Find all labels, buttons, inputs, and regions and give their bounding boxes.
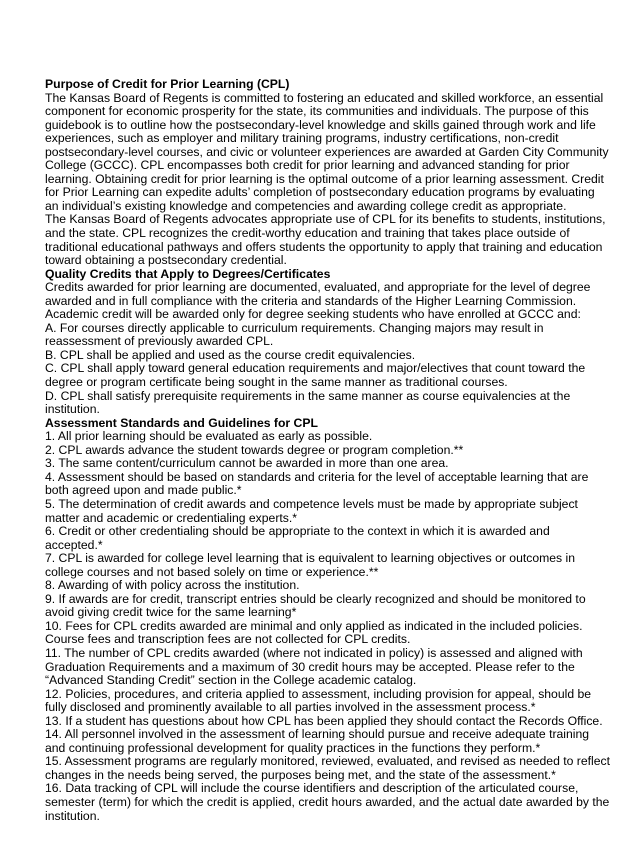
list-item: B. CPL shall be applied and used as the course credit equivalencies. <box>45 347 416 362</box>
list-item: 16. Data tracking of CPL will include the course identifiers and description of the articulated course, semester (term) for which the credit is applied, credit hours awarded, and the actual date awarded by the institution. <box>45 781 610 823</box>
list-item: 9. If awards are for credit, transcript entries should be clearly recognized and should be monitored to avoid giving credit twice for the same learning* <box>45 591 586 620</box>
list-item: 12. Policies, procedures, and criteria applied to assessment, including provision for appeal, should be fully disclosed and prominently available to all parties involved in the assessment process.* <box>45 686 592 715</box>
list-item: A. For courses directly applicable to curriculum requirements. Changing majors may result in reassessment of previously awarded CPL. <box>45 320 544 349</box>
section-heading-assessment-standards: Assessment Standards and Guidelines for CPL <box>45 415 318 430</box>
list-item: 7. CPL is awarded for college level learning that is equivalent to learning objectives or outcomes in college courses and not based solely on time or experience.** <box>45 551 576 579</box>
paragraph: The Kansas Board of Regents is committed to fostering an educated and skilled workforce, an essential component for economic prosperity for the state, its communities and individuals. The purpose of this guidebook is to outline how the postsecondary-level knowledge and skills gained through work and life experiences, such as employer and military training programs, industry certifications, non-credit postsecondary-level courses, and civic or volunteer experiences are awarded at Garden City Community College (GCCC). CPL encompasses both credit for prior learning and advanced standing for prior learning. Obtaining credit for prior learning is the optimal outcome of a prior learning assessment. Credit for Prior Learning can expedite adults’ completion of postsecondary education programs by evaluating an individual’s existing knowledge and competencies and awarding college credit as appropriate. <box>45 90 609 213</box>
list-item: 8. Awarding of with policy across the institution. <box>45 578 300 593</box>
paragraph: Credits awarded for prior learning are documented, evaluated, and appropriate for the level of degree awarded and in full compliance with the criteria and standards of the Higher Learning Commission. Academic credit will be awarded only for degree seeking students who have enrolled at GCCC and: <box>45 280 591 322</box>
list-item: 1. All prior learning should be evaluated as early as possible. <box>45 429 373 444</box>
list-item: 2. CPL awards advance the student towards degree or program completion.** <box>45 442 464 457</box>
list-item: 15. Assessment programs are regularly monitored, reviewed, evaluated, and revised as needed to reflect changes in the needs being served, the purposes being met, and the state of the assessment.* <box>45 754 610 782</box>
list-item: 5. The determination of credit awards and competence levels must be made by appropriate subject matter and academic or credentialing experts.* <box>45 496 578 525</box>
list-item: D. CPL shall satisfy prerequisite requirements in the same manner as course equivalencies at the institution. <box>45 388 571 417</box>
list-item: 14. All personnel involved in the assessment of learning should pursue and receive adequate training and continuing professional development for quality practices in the functions they perform.* <box>45 727 590 755</box>
paragraph: The Kansas Board of Regents advocates appropriate use of CPL for its benefits to students, institutions, and the state. CPL recognizes the credit-worthy education and training that takes place outside of traditional educational pathways and offers students the opportunity to apply that training and education toward obtaining a postsecondary credential. <box>45 212 606 268</box>
list-item: 13. If a student has questions about how CPL has been applied they should contact the Records Office. <box>45 713 603 728</box>
list-item: C. CPL shall apply toward general education requirements and major/electives that count toward the degree or program certificate being sought in the same manner as traditional courses. <box>45 361 586 390</box>
list-item: 3. The same content/curriculum cannot be awarded in more than one area. <box>45 456 449 471</box>
section-heading-quality-credits: Quality Credits that Apply to Degrees/Certificates <box>45 266 331 281</box>
document-body <box>45 78 610 823</box>
list-item: 10. Fees for CPL credits awarded are minimal and only applied as indicated in the included policies. Course fees and transcription fees are not collected for CPL credits. <box>45 618 583 647</box>
list-item: 4. Assessment should be based on standards and criteria for the level of acceptable learning that are both agreed upon and made public.* <box>45 469 589 498</box>
list-item: 6. Credit or other credentialing should be appropriate to the context in which it is awarded and accepted.* <box>45 524 550 552</box>
list-item: 11. The number of CPL credits awarded (where not indicated in policy) is assessed and aligned with Graduation Requirements and a maximum of 30 credit hours may be accepted. Please refer to the “Advanced Standing Credit” section in the College academic catalog. <box>45 645 583 688</box>
section-heading-purpose: Purpose of Credit for Prior Learning (CPL) <box>45 77 290 91</box>
